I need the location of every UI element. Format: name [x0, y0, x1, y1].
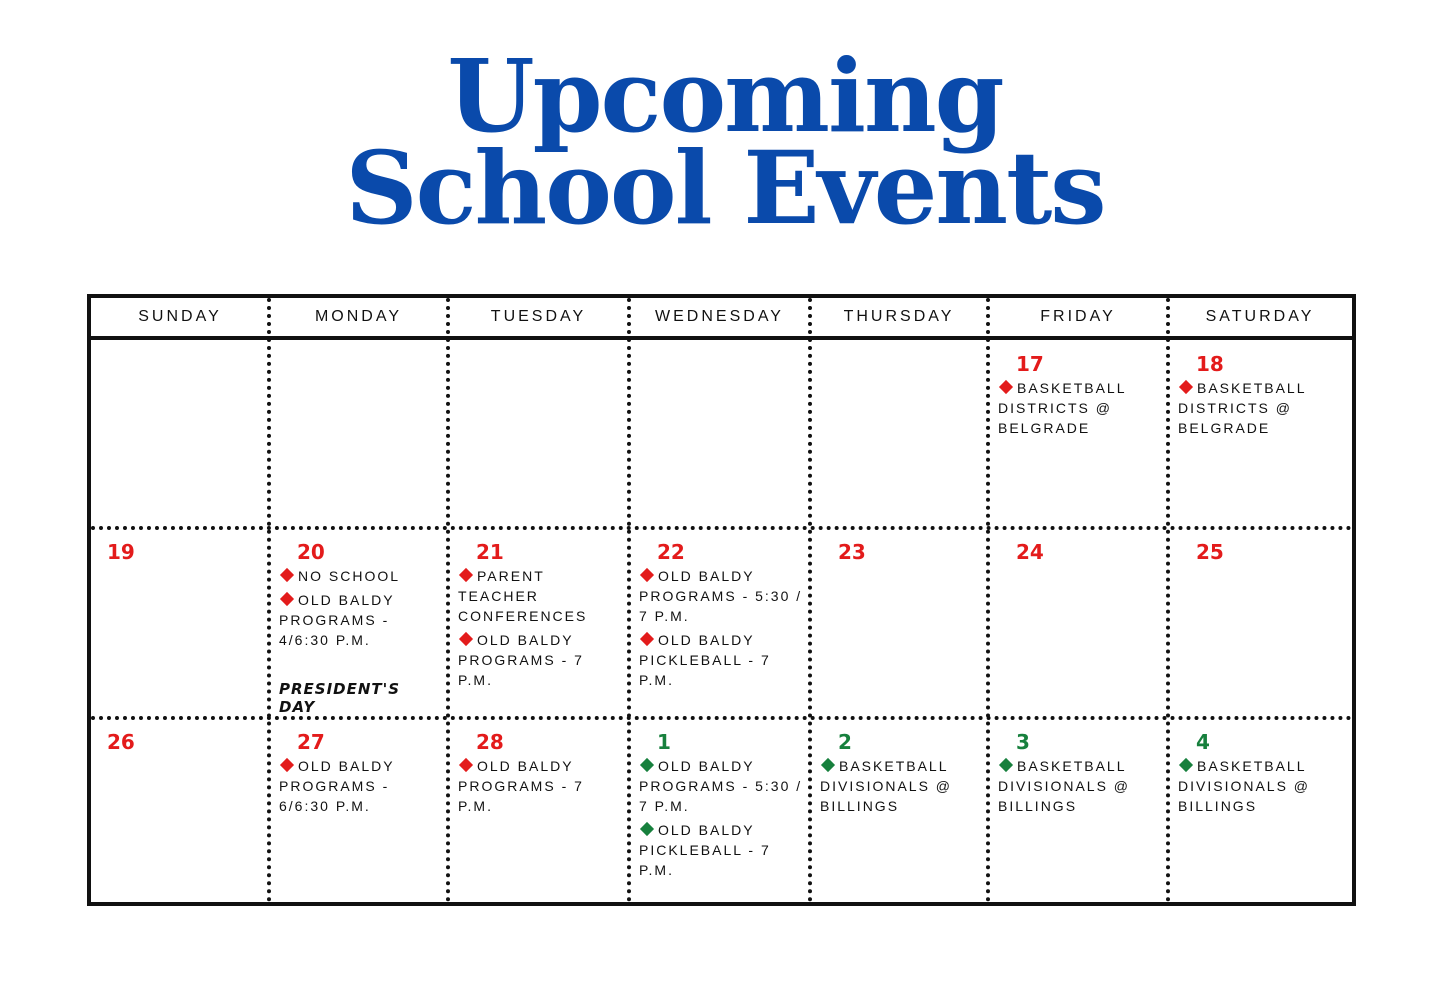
day-cell [639, 540, 804, 714]
day-cell [1178, 540, 1346, 714]
event-text: OLD BALDY PICKLEBALL - 7 P.M. [639, 822, 771, 878]
day-header-thursday: THURSDAY [843, 308, 955, 325]
day-cell [279, 540, 442, 714]
day-cell [820, 540, 982, 714]
event-item [639, 820, 804, 880]
event-item [458, 756, 623, 816]
diamond-bullet-icon [999, 380, 1013, 394]
diamond-bullet-icon [640, 568, 654, 582]
date-number: 2 [838, 730, 852, 754]
day-cell [458, 730, 623, 898]
diamond-bullet-icon [280, 758, 294, 772]
day-cell [1178, 730, 1346, 898]
diamond-bullet-icon [1179, 380, 1193, 394]
date-number: 23 [838, 540, 866, 564]
column-divider [986, 298, 990, 902]
diamond-bullet-icon [280, 568, 294, 582]
event-text: OLD BALDY PROGRAMS - 4/6:30 P.M. [279, 592, 395, 648]
event-item [639, 756, 804, 816]
day-cell [107, 730, 263, 898]
date-number: 22 [657, 540, 685, 564]
event-item [639, 630, 804, 690]
day-header-monday: MONDAY [314, 308, 403, 325]
event-text: OLD BALDY PROGRAMS - 6/6:30 P.M. [279, 758, 395, 814]
day-cell [639, 730, 804, 898]
date-number: 24 [1016, 540, 1044, 564]
day-cell [998, 540, 1162, 714]
diamond-bullet-icon [1179, 758, 1193, 772]
calendar-grid [87, 294, 1356, 906]
event-text: OLD BALDY PICKLEBALL - 7 P.M. [639, 632, 771, 688]
column-divider [1166, 298, 1170, 902]
event-text: OLD BALDY PROGRAMS - 5:30 / 7 P.M. [639, 568, 803, 624]
diamond-bullet-icon [640, 758, 654, 772]
day-cell [279, 352, 442, 524]
event-text: OLD BALDY PROGRAMS - 5:30 / 7 P.M. [639, 758, 803, 814]
page-title [0, 37, 1450, 247]
holiday-note: PRESIDENT'S DAY [279, 680, 401, 716]
day-cell [458, 352, 623, 524]
date-number: 28 [476, 730, 504, 754]
diamond-bullet-icon [459, 758, 473, 772]
title-line-2: School Events [345, 129, 1105, 247]
event-text: BASKETBALL DIVISIONALS @ BILLINGS [1178, 758, 1311, 814]
diamond-bullet-icon [821, 758, 835, 772]
diamond-bullet-icon [280, 592, 294, 606]
header-divider [91, 336, 1352, 340]
day-header-friday: FRIDAY [1040, 308, 1116, 325]
date-number: 4 [1196, 730, 1210, 754]
date-number: 19 [107, 540, 135, 564]
diamond-bullet-icon [640, 632, 654, 646]
diamond-bullet-icon [459, 568, 473, 582]
event-item [820, 756, 982, 816]
day-cell [998, 730, 1162, 898]
day-cell [279, 730, 442, 898]
day-cell [107, 540, 263, 714]
event-item [279, 756, 442, 816]
diamond-bullet-icon [999, 758, 1013, 772]
date-number: 21 [476, 540, 504, 564]
date-number: 18 [1196, 352, 1224, 376]
day-cell [639, 352, 804, 524]
week-divider [91, 526, 1352, 530]
event-text: BASKETBALL DISTRICTS @ BELGRADE [1178, 380, 1306, 436]
event-text: OLD BALDY PROGRAMS - 7 P.M. [458, 632, 584, 688]
day-header-saturday: SATURDAY [1205, 308, 1315, 325]
day-cell [107, 352, 263, 524]
date-number: 20 [297, 540, 325, 564]
day-cell [458, 540, 623, 714]
diamond-bullet-icon [459, 632, 473, 646]
date-number: 26 [107, 730, 135, 754]
week-divider [91, 716, 1352, 720]
event-text: OLD BALDY PROGRAMS - 7 P.M. [458, 758, 584, 814]
day-header-tuesday: TUESDAY [490, 308, 587, 325]
event-item [279, 590, 442, 650]
event-text: BASKETBALL DISTRICTS @ BELGRADE [998, 380, 1126, 436]
date-number: 1 [657, 730, 671, 754]
date-number: 27 [297, 730, 325, 754]
event-item [1178, 378, 1346, 438]
date-number: 3 [1016, 730, 1030, 754]
diamond-bullet-icon [640, 822, 654, 836]
column-divider [627, 298, 631, 902]
event-item [458, 630, 623, 690]
date-number: 25 [1196, 540, 1224, 564]
day-cell [998, 352, 1162, 524]
event-item [279, 566, 442, 586]
event-item [639, 566, 804, 626]
event-text: BASKETBALL DIVISIONALS @ BILLINGS [998, 758, 1131, 814]
event-text: BASKETBALL DIVISIONALS @ BILLINGS [820, 758, 953, 814]
day-cell [1178, 352, 1346, 524]
date-number: 17 [1016, 352, 1044, 376]
column-divider [808, 298, 812, 902]
title-line-1: Upcoming [447, 37, 1003, 155]
day-header-sunday: SUNDAY [138, 308, 222, 325]
day-cell [820, 352, 982, 524]
event-item [998, 378, 1162, 438]
day-header-wednesday: WEDNESDAY [655, 308, 784, 325]
day-cell [820, 730, 982, 898]
event-item [1178, 756, 1346, 816]
event-item [998, 756, 1162, 816]
event-text: NO SCHOOL [298, 568, 401, 584]
event-text: PARENT TEACHER CONFERENCES [458, 568, 588, 624]
event-item [458, 566, 623, 626]
column-divider [267, 298, 271, 902]
column-divider [446, 298, 450, 902]
